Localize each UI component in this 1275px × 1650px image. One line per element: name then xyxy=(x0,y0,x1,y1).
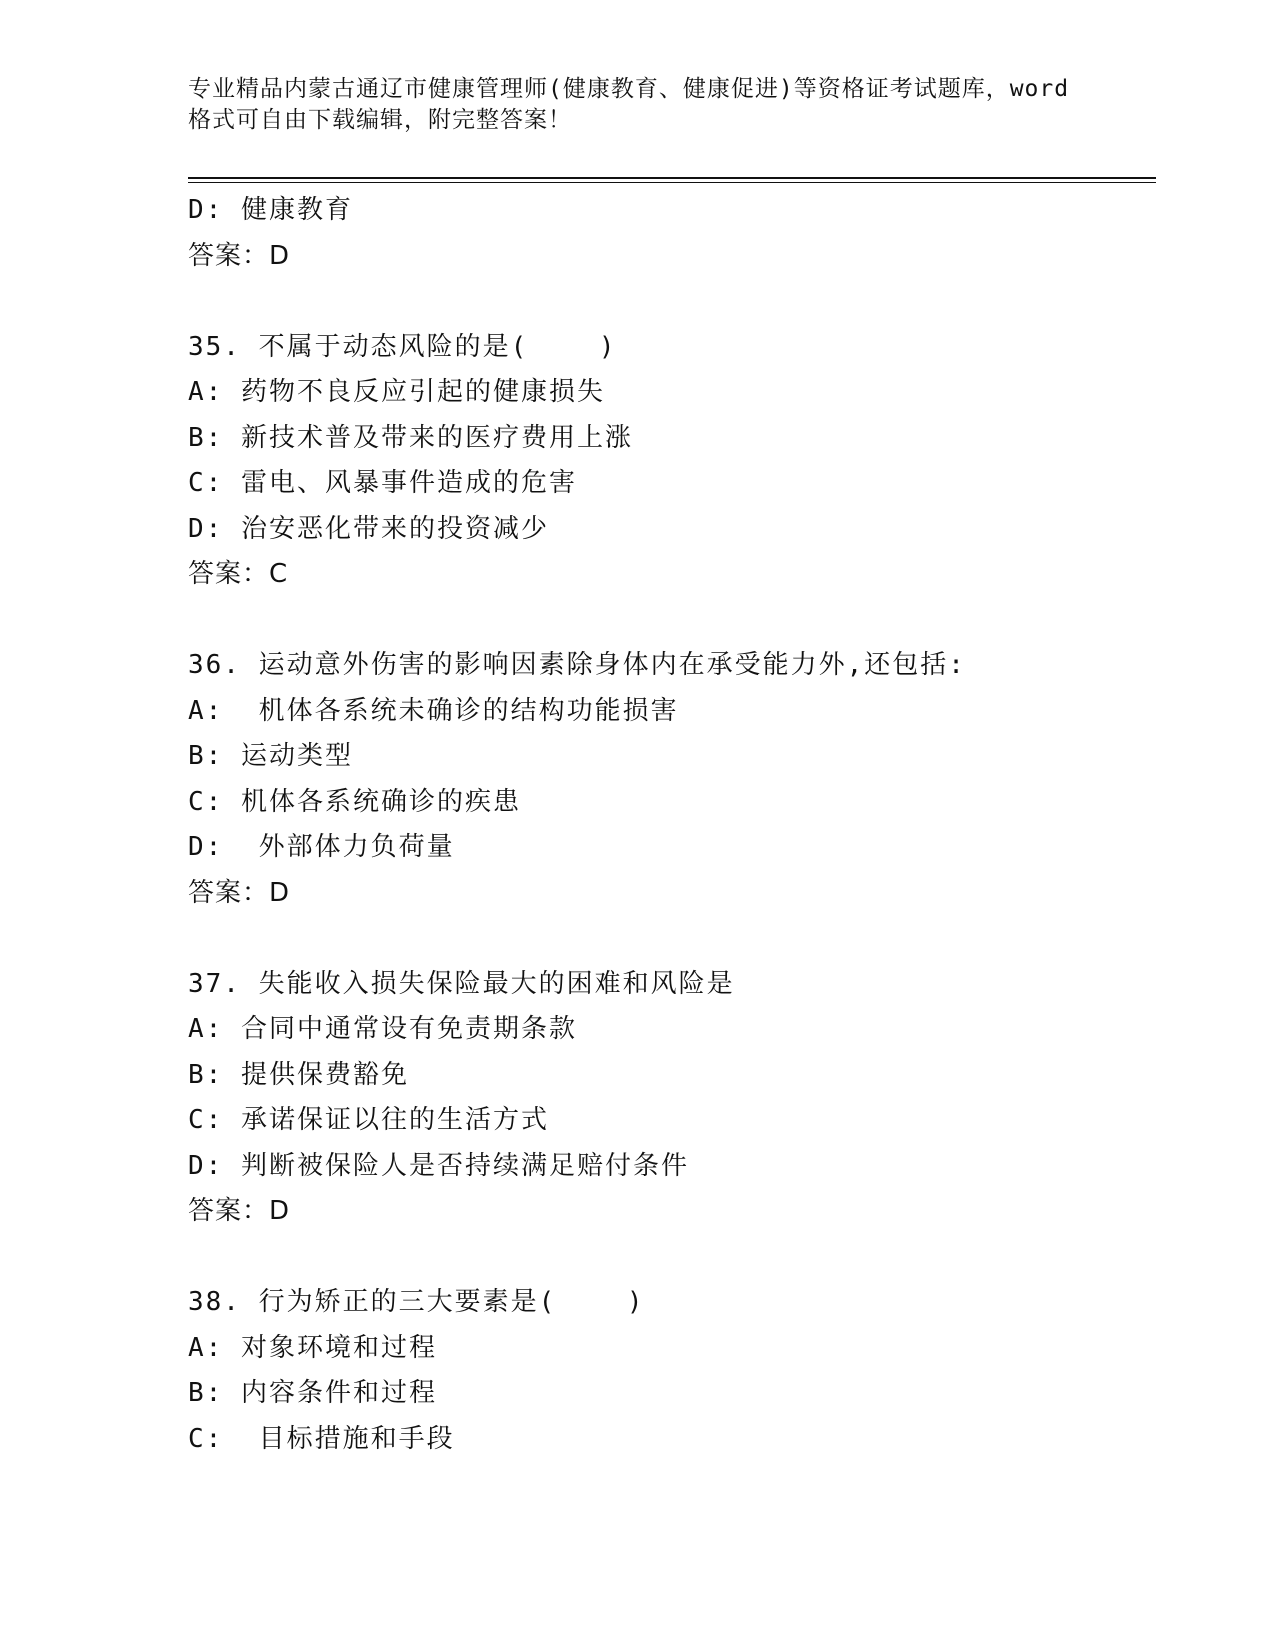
option-c: C: 承诺保证以往的生活方式 xyxy=(188,1105,549,1135)
answer-line: 答案：D xyxy=(188,1196,291,1226)
question-list xyxy=(188,188,1156,1462)
option-c: C: 机体各系统确诊的疾患 xyxy=(188,786,521,817)
question-text: 37. 失能收入损失保险最大的困难和风险是 xyxy=(188,968,735,999)
spacer xyxy=(188,598,1156,644)
option-d: D: 治安恶化带来的投资减少 xyxy=(188,513,549,544)
option-c: C: 目标措施和手段 xyxy=(188,1423,455,1454)
option-a: A: 药物不良反应引起的健康损失 xyxy=(188,377,605,407)
option-a: A: 机体各系统未确诊的结构功能损害 xyxy=(188,695,679,726)
option-d: D: 健康教育 xyxy=(188,195,353,225)
spacer xyxy=(188,916,1156,962)
header-line-1: 专业精品内蒙古通辽市健康管理师(健康教育、健康促进)等资格证考试题库，word xyxy=(188,76,1070,102)
option-c: C: 雷电、风暴事件造成的危害 xyxy=(188,468,577,498)
option-b: B: 新技术普及带来的医疗费用上涨 xyxy=(188,422,633,453)
option-d: D: 判断被保险人是否持续满足赔付条件 xyxy=(188,1150,689,1181)
option-a: A: 对象环境和过程 xyxy=(188,1332,437,1363)
question-text: 35. 不属于动态风险的是( ) xyxy=(188,331,617,362)
header-line-2: 格式可自由下载编辑，附完整答案！ xyxy=(188,107,572,133)
question-text: 38. 行为矫正的三大要素是( ) xyxy=(188,1287,645,1317)
question-block-37 xyxy=(188,962,1156,1235)
question-block-38 xyxy=(188,1280,1156,1462)
header-divider-thin xyxy=(188,182,1156,183)
question-text: 36. 运动意外伤害的影响因素除身体内在承受能力外,还包括: xyxy=(188,650,966,680)
page-header xyxy=(188,74,1088,136)
spacer xyxy=(188,279,1156,325)
question-block-36 xyxy=(188,643,1156,916)
spacer xyxy=(188,1235,1156,1281)
option-b: B: 内容条件和过程 xyxy=(188,1378,437,1408)
option-d: D: 外部体力负荷量 xyxy=(188,832,455,862)
answer-line: 答案：D xyxy=(188,877,291,908)
answer-line: 答案：C xyxy=(188,559,289,589)
option-b: B: 运动类型 xyxy=(188,741,353,771)
option-b: B: 提供保费豁免 xyxy=(188,1059,409,1090)
header-divider-thick xyxy=(188,177,1156,179)
question-block-35 xyxy=(188,325,1156,598)
option-a: A: 合同中通常设有免责期条款 xyxy=(188,1014,577,1044)
question-block-34 xyxy=(188,188,1156,279)
answer-line: 答案：D xyxy=(188,240,291,271)
